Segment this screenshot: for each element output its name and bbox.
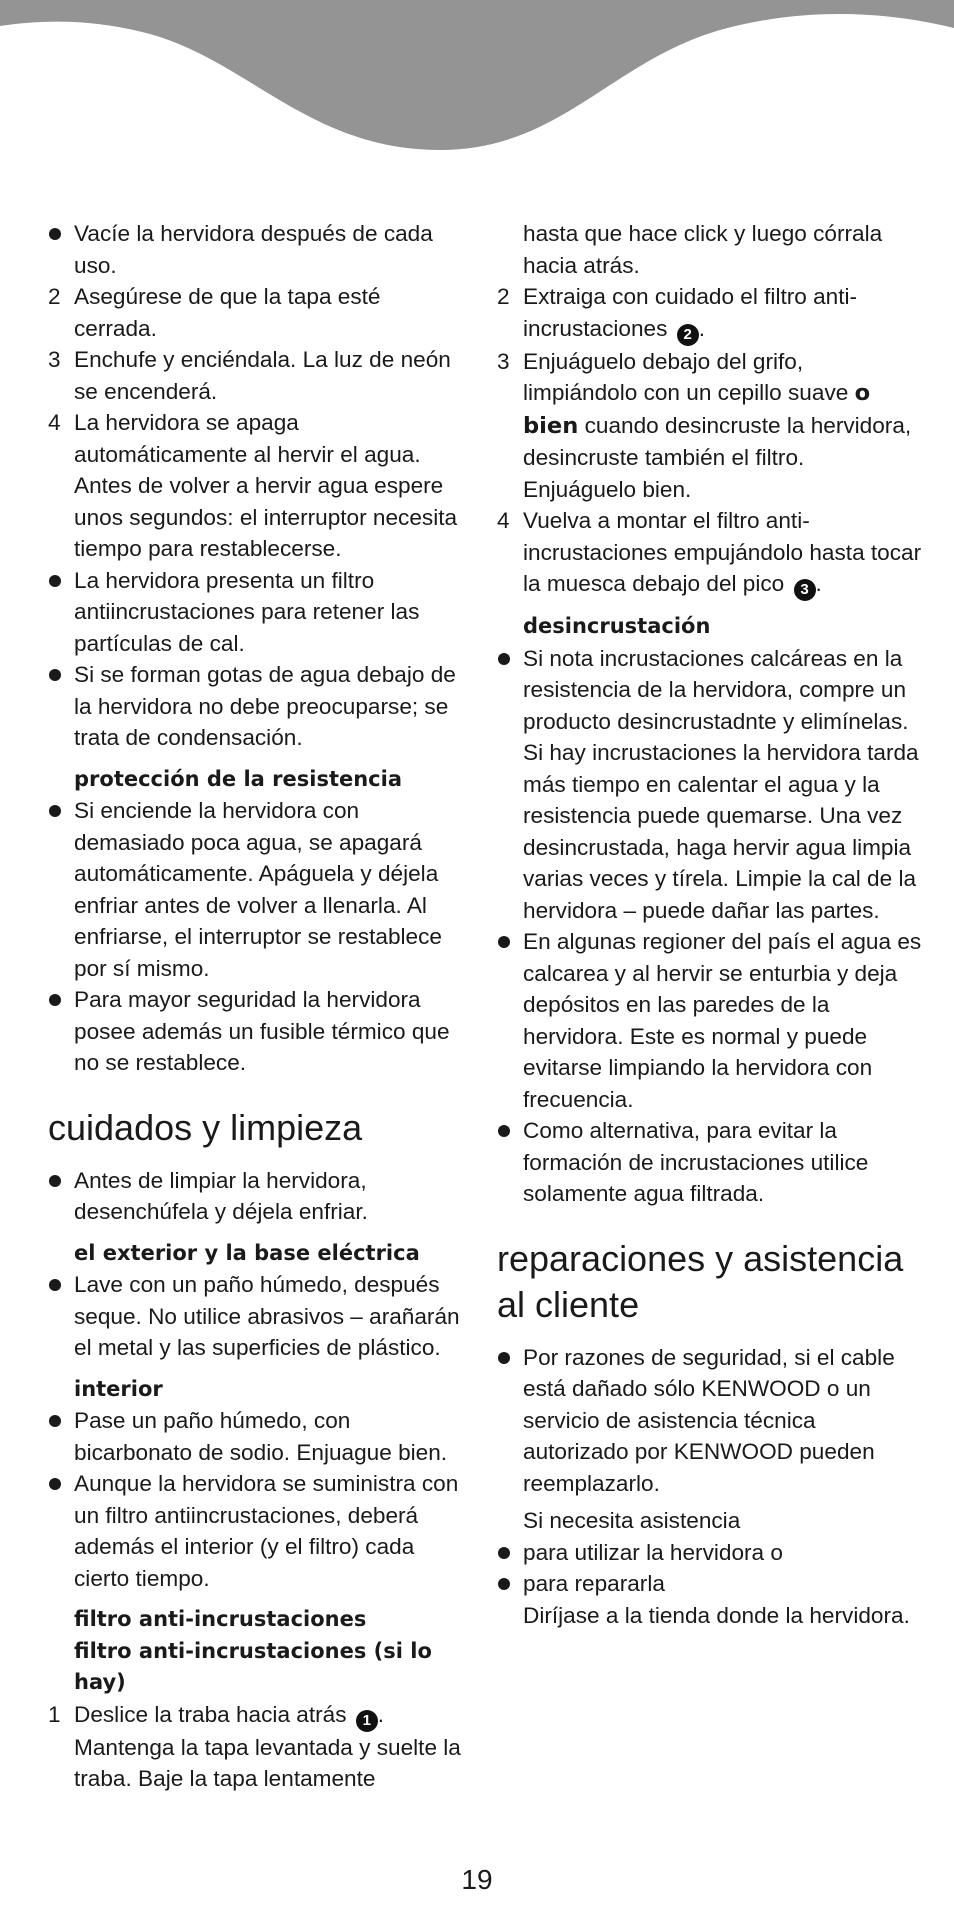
list-item: Lave con un paño húmedo, después seque. No utilice abrasivos – arañarán el metal y las superficies de plástico. — [74, 1272, 460, 1360]
subheading-proteccion: protección de la resistencia — [74, 766, 402, 791]
list-item: Si se forman gotas de agua debajo de la hervidora no debe preocuparse; se trata de condensación. — [74, 662, 456, 750]
list-item: Aunque la hervidora se suministra con un filtro antiincrustaciones, deberá además el interior (y el filtro) cada cierto tiempo. — [74, 1471, 459, 1591]
list-item: La hervidora presenta un filtro antiincrustaciones para retener las partículas de cal. — [74, 567, 420, 656]
continued-text: hasta que hace click y luego córrala hacia atrás. — [523, 221, 883, 278]
list-item: Si nota incrustaciones calcáreas en la resistencia de la hervidora, compre un producto desincrustadnte y elimínelas. Si hay incrustaciones la hervidora tarda más tiempo en calentar el agua y la resistencia puede quemarse. Una vez desincrustada, haga hervir agua limpia varias veces y tírela. Limpie la cal de la hervidora – puede dañar las partes. — [523, 645, 919, 923]
right-column — [497, 218, 922, 1631]
list-item: 2 Asegúrese de que la tapa esté cerrada. — [48, 284, 381, 341]
list-item: 2 Extraiga con cuidado el filtro anti-incrustaciones 2 . — [497, 281, 922, 346]
subheading-desincrustacion: desincrustación — [523, 614, 711, 638]
list-item: En algunas regioner del país el agua es calcarea y al hervir se enturbia y deja depósitos en las paredes de la hervidora. Este es normal y puede evitarse limpiando la hervidora con frecuencia. — [523, 929, 922, 1112]
list-item: Para mayor seguridad la hervidora posee además un fusible térmico que no se restablece. — [74, 987, 450, 1075]
figure-number-icon: 1 — [356, 1710, 378, 1732]
subheading-interior: interior — [74, 1376, 163, 1401]
figure-number-icon: 3 — [794, 579, 816, 601]
subheading-filtro: filtro anti-incrustaciones filtro anti-incrustaciones (si lo hay) — [74, 1607, 432, 1694]
page-number: 19 — [461, 1864, 493, 1895]
list-item: Por razones de seguridad, si el cable está dañado sólo KENWOOD o un servicio de asistencia técnica autorizado por KENWOOD pueden reemplazarlo. — [523, 1344, 895, 1496]
list-item: Como alternativa, para evitar la formación de incrustaciones utilice solamente agua filtrada. — [523, 1118, 869, 1206]
paragraph: Si necesita asistencia — [523, 1508, 741, 1533]
list-item: Antes de limpiar la hervidora, desenchúfela y déjela enfriar. — [74, 1167, 368, 1224]
list-item: Pase un paño húmedo, con bicarbonato de sodio. Enjuague bien. — [74, 1408, 448, 1465]
list-item: 1 Deslice la traba hacia atrás 1 . Mantenga la tapa levantada y suelte la traba. Baje la tapa lentamente — [48, 1701, 461, 1791]
header-wave-decoration — [0, 0, 954, 160]
section-heading-cuidados: cuidados y limpieza — [48, 1106, 363, 1148]
list-item: 4 La hervidora se apaga automáticamente al hervir el agua. Antes de volver a hervir agua espere unos segundos: el interruptor necesita tiempo para restablecerse. — [48, 410, 458, 561]
list-item: Si enciende la hervidora con demasiado poca agua, se apagará automáticamente. Apáguela y déjela enfriar antes de volver a llenarla. Al enfriarse, el interruptor se restablece por sí mismo. — [74, 798, 442, 981]
emphasis-text: o bien — [523, 380, 871, 439]
list-item: 3 Enjuáguelo debajo del grifo, limpiándolo con un cepillo suave o bien cuando desincruste la hervidora, desincruste también el filtro. Enjuáguelo bien. — [497, 348, 912, 502]
list-item: Vacíe la hervidora después de cada uso. — [74, 221, 433, 278]
section-heading-reparaciones: reparaciones y asistencia al cliente — [497, 1237, 904, 1325]
list-item: para utilizar la hervidora o — [523, 1539, 783, 1565]
figure-number-icon: 2 — [677, 324, 699, 346]
list-item: para repararla — [523, 1571, 665, 1596]
subheading-exterior: el exterior y la base eléctrica — [74, 1240, 420, 1265]
list-item: 4 Vuelva a montar el filtro anti-incrustaciones empujándolo hasta tocar la muesca debajo del pico 3 . — [497, 505, 922, 601]
left-column — [48, 218, 468, 1795]
list-item: 3 Enchufe y enciéndala. La luz de neón se encenderá. — [48, 347, 451, 404]
paragraph: Diríjase a la tienda donde la hervidora. — [523, 1602, 910, 1628]
